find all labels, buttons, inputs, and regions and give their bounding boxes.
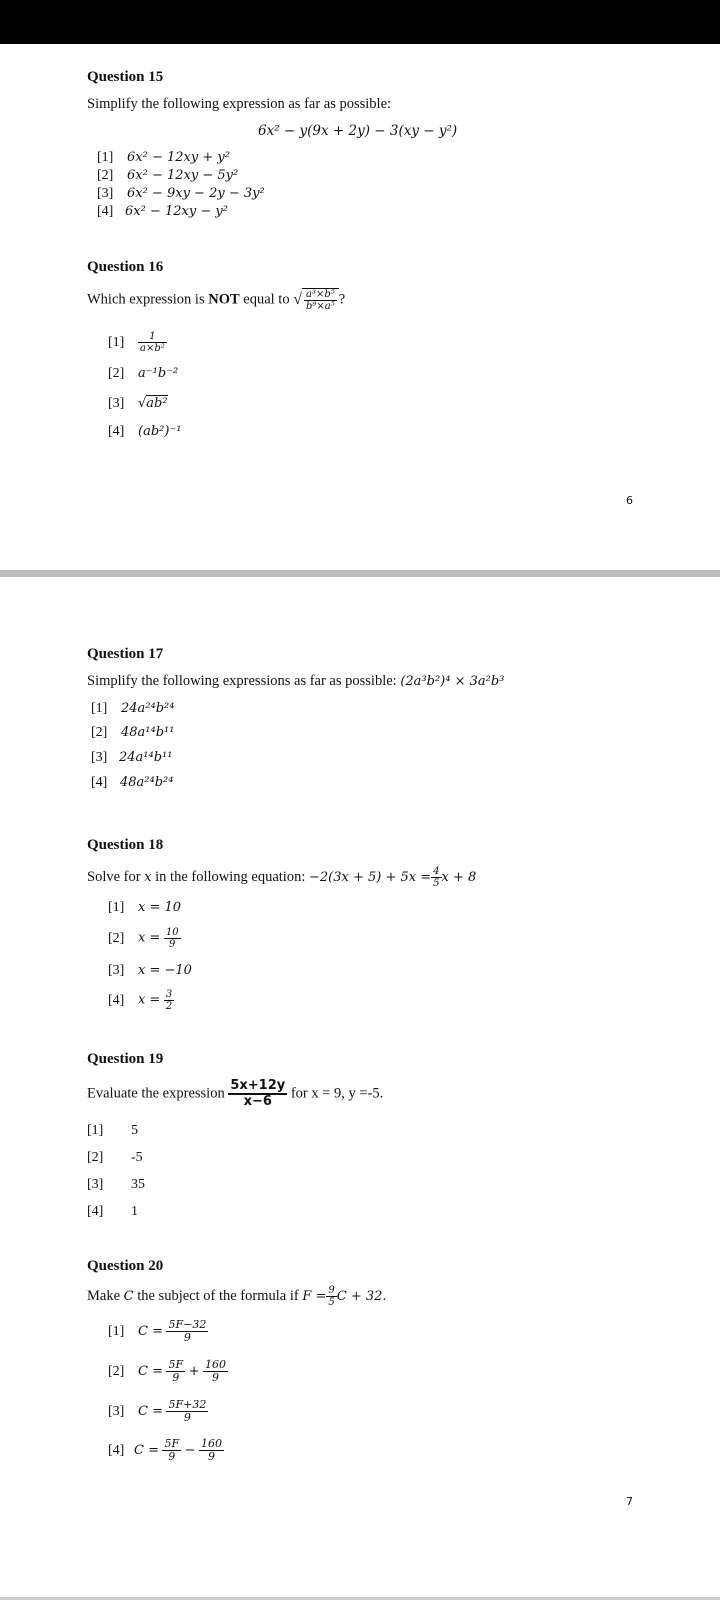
question-16-option-2[interactable]: [2] a⁻¹b⁻² [108, 366, 179, 381]
question-19-option-2[interactable]: [2] -5 [87, 1150, 143, 1165]
page-number: 7 [626, 1495, 633, 1508]
question-20-option-1[interactable]: [1] C = $\frac{5F-32}{9}$ [108, 1318, 207, 1345]
question-15-option-3[interactable]: [3] 6x² − 9xy − 2y − 3y² [97, 186, 265, 201]
question-15-option-2[interactable]: [2] 6x² − 12xy − 5y² [97, 168, 239, 183]
question-17-prompt: Simplify the following expressions as far as possible: (2a³b²)⁴ × 3a²b³ [87, 673, 505, 689]
question-18-option-2[interactable]: [2] x = $\frac{10}{9}$ [108, 927, 179, 950]
question-20-title: Question 20 [87, 1258, 164, 1274]
question-16-title: Question 16 [87, 259, 164, 275]
top-status-bar [0, 0, 720, 44]
page-separator [0, 570, 720, 577]
question-20-option-2[interactable]: [2] C = $\frac{5F}{9}$ + $\frac{160}{9}$ [108, 1358, 227, 1385]
question-18-option-3[interactable]: [3] x = −10 [108, 963, 192, 978]
question-17-option-4[interactable]: [4] 48a²⁴b²⁴ [91, 775, 174, 790]
question-18-title: Question 18 [87, 837, 164, 853]
question-16-prompt: Which expression is NOT equal to √ $\frac{\text{a³×b⁵}}{\text{b⁹×a⁵}}$ ? [87, 289, 346, 312]
question-18-option-4[interactable]: [4] x = $\frac{3}{2}$ [108, 989, 173, 1012]
question-15-title: Question 15 [87, 69, 164, 85]
question-16-option-4[interactable]: [4] (ab²)⁻¹ [108, 424, 182, 439]
question-18-prompt: Solve for x in the following equation: −2(3x + 5) + 5x = $\frac{4}{5}$ x + 8 [87, 866, 477, 889]
question-15-expression: 6x² − y(9x + 2y) − 3(xy − y²) [258, 123, 458, 139]
question-15-prompt: Simplify the following expression as far as possible: [87, 96, 392, 112]
question-19-option-4[interactable]: [4] 1 [87, 1204, 138, 1219]
question-17-option-3[interactable]: [3] 24a¹⁴b¹¹ [91, 750, 173, 765]
document-page-6 [0, 44, 720, 570]
question-17-title: Question 17 [87, 646, 164, 662]
question-20-option-3[interactable]: [3] C = $\frac{5F+32}{9}$ [108, 1398, 207, 1425]
question-19-prompt: Evaluate the expression $\frac{5x+12y}{x-6}$ for x = 9, y =-5. [87, 1078, 384, 1110]
question-19-option-1[interactable]: [1] 5 [87, 1123, 138, 1138]
question-15-option-4[interactable]: [4] 6x² − 12xy − y² [97, 204, 228, 219]
question-20-option-4[interactable]: [4] C = $\frac{5F}{9}$ − $\frac{160}{9}$ [108, 1437, 223, 1464]
square-root-expression: √ $\frac{\text{a³×b⁵}}{\text{b⁹×a⁵}}$ [293, 288, 339, 312]
question-17-option-1[interactable]: [1] 24a²⁴b²⁴ [91, 701, 175, 716]
question-15-option-1[interactable]: [1] 6x² − 12xy + y² [97, 150, 230, 165]
question-17-option-2[interactable]: [2] 48a¹⁴b¹¹ [91, 725, 175, 740]
page-number: 6 [626, 494, 633, 507]
document-page-7 [0, 577, 720, 1597]
question-19-option-3[interactable]: [3] 35 [87, 1177, 145, 1192]
question-16-option-3[interactable]: [3] √ab² [108, 396, 168, 411]
question-16-option-1[interactable]: [1] $\frac{1}{\text{a×b²}}$ [108, 331, 165, 354]
question-20-prompt: Make C the subject of the formula if F = $\frac{9}{5}$ C + 32. [87, 1285, 387, 1308]
question-19-title: Question 19 [87, 1051, 164, 1067]
question-18-option-1[interactable]: [1] x = 10 [108, 900, 182, 915]
